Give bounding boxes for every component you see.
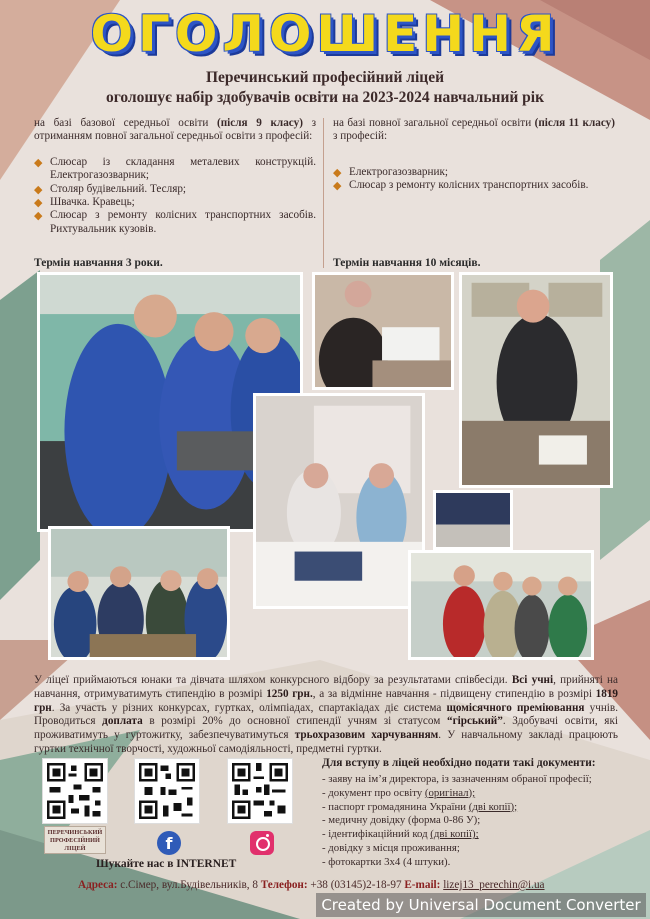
list-item: - фотокартки 3х4 (4 штуки). bbox=[322, 856, 622, 870]
left-term: Термін навчання 3 роки. bbox=[34, 257, 163, 269]
bullet-icon: ◆ bbox=[34, 156, 43, 169]
bullet-icon: ◆ bbox=[333, 166, 342, 179]
address-value: с.Сімер, вул.Будівельників, 8 bbox=[117, 879, 261, 891]
bullet-icon: ◆ bbox=[333, 180, 342, 193]
list-item: ◆ Слюсар із складання металевих конструкцій. Електрогазозварник; bbox=[34, 155, 316, 182]
column-divider bbox=[323, 118, 324, 268]
right-intro: на базі повної загальної середньої освіти (після 11 класу) з професій: bbox=[333, 117, 615, 143]
page-title: ОГОЛОШЕННЯ bbox=[90, 5, 560, 63]
left-intro: на базі базової середньої освіти (після 9 класу) з отриманням повної загальної середньої освіти з професій: bbox=[34, 117, 317, 143]
address-label: Адреса: bbox=[78, 879, 118, 891]
photo-carpentry-lesson bbox=[48, 526, 230, 660]
left-professions-list bbox=[34, 156, 316, 236]
subtitle bbox=[30, 68, 620, 108]
email-label: E-mail: bbox=[404, 879, 441, 891]
instagram-icon[interactable] bbox=[250, 831, 274, 855]
left-column bbox=[34, 117, 316, 236]
photo-locksmith-workbench bbox=[459, 272, 613, 488]
documents-title: Для вступу в ліцей необхідно подати такі документи: bbox=[322, 757, 596, 769]
list-item: ◆ Столяр будівельний. Тесляр; bbox=[34, 182, 187, 196]
facebook-icon[interactable]: f bbox=[157, 831, 181, 855]
right-professions-list bbox=[333, 166, 615, 193]
watermark: Created by Universal Document Converter bbox=[316, 893, 646, 917]
list-item: ◆ Слюсар з ремонту колісних транспортних засобів. bbox=[333, 179, 589, 193]
qr-code-website[interactable] bbox=[42, 758, 108, 824]
admission-announcement: оголошує набір здобувачів освіти на 2023-2024 навчальний рік bbox=[105, 89, 545, 106]
internet-caption: Шукайте нас в INTERNET bbox=[96, 858, 237, 870]
contacts-line bbox=[78, 879, 618, 891]
qr-code-facebook[interactable] bbox=[134, 758, 200, 824]
bullet-icon: ◆ bbox=[34, 197, 43, 210]
qr-code-instagram[interactable] bbox=[227, 758, 293, 824]
documents-list bbox=[322, 773, 622, 870]
photo-group-workshop bbox=[408, 550, 594, 660]
list-item: ◆ Електрогазозварник; bbox=[333, 165, 449, 179]
bullet-icon: ◆ bbox=[34, 210, 43, 223]
list-item: - документ про освіту (оригінал); bbox=[322, 787, 622, 801]
right-term: Термін навчання 10 місяців. bbox=[333, 257, 481, 269]
photo-sewing-machine bbox=[312, 272, 454, 390]
school-logo: ПЕРЕЧИНСЬКИЙ ПРОФЕСІЙНИЙ ЛІЦЕЙ bbox=[44, 826, 106, 854]
list-item: ◆ Швачка. Кравець; bbox=[34, 196, 135, 210]
list-item: - паспорт громадянина України (дві копії); bbox=[322, 801, 622, 815]
school-name: Перечинський професійний ліцей bbox=[205, 69, 445, 86]
list-item: - заяву на ім’я директора, із зазначенням обраної професії; bbox=[322, 773, 622, 787]
list-item: - медичну довідку (форма 0-86 У); bbox=[322, 814, 622, 828]
phone-label: Телефон: bbox=[260, 879, 308, 891]
email-link[interactable]: lizej13_perechin@i.ua bbox=[443, 879, 545, 891]
list-item: - довідку з місця проживання; bbox=[322, 842, 622, 856]
phone-value: +38 (03145)2-18-97 bbox=[307, 879, 405, 891]
photo-fabric-detail bbox=[433, 490, 513, 550]
bullet-icon: ◆ bbox=[34, 183, 43, 196]
list-item: - ідентифікаційний код (дві копії); bbox=[322, 828, 622, 842]
info-paragraph: У ліцеї приймаються юнаки та дівчата шляхом конкурсного відбору за результатами співбесіди. Всі учні, прийняті на навчання, отримуватимуть стипендію в розмірі 1250 грн., а за відмінне навчання - підвищену стипендію в розмірі 1819 грн. За участь у різних конкурсах, гуртках, олімпіадах, спартакіадах діє система щомісячного преміювання учнів. Проводиться доплата в розмірі 20% до основної стипендії учням зі статусом “гірський”. Здобувачі освіти, які проживатимуть у гуртожитку, забезпечуватимуться трьохразовим харчуванням. У навчальному закладі працюють гуртки технічної творчості, художньої самодіяльності, предметні гуртки. bbox=[34, 674, 619, 755]
photo-tailoring-class bbox=[253, 393, 425, 609]
list-item: ◆ Слюсар з ремонту колісних транспортних засобів. Рихтувальник кузовів. bbox=[34, 209, 316, 235]
right-column bbox=[333, 117, 615, 193]
